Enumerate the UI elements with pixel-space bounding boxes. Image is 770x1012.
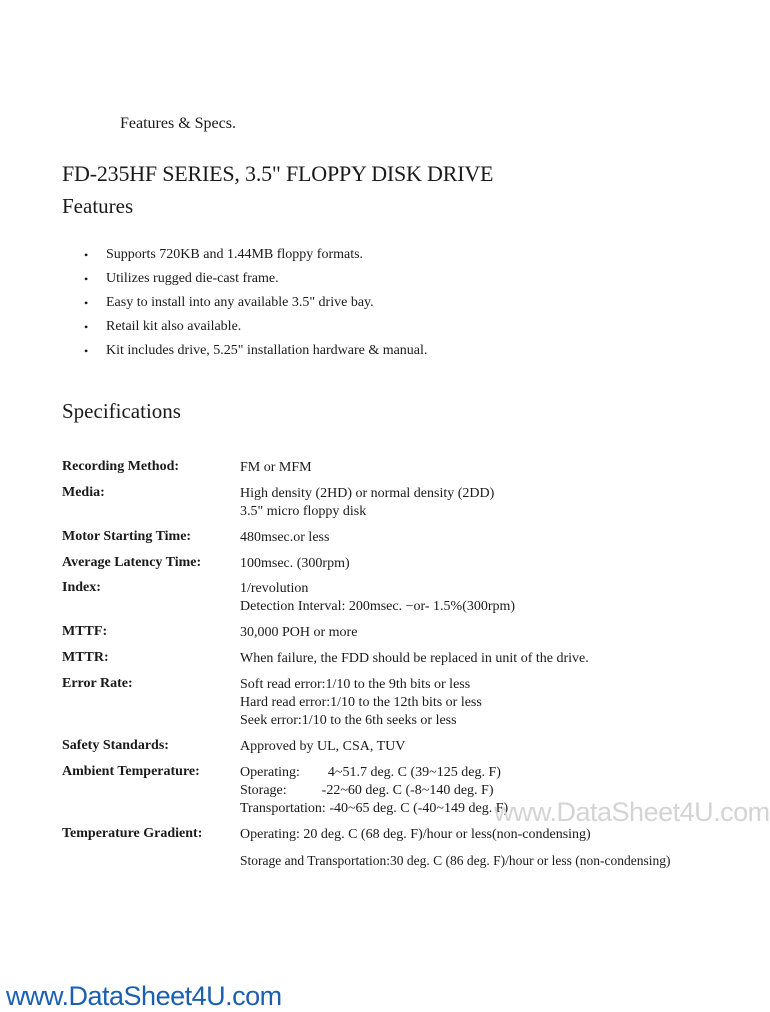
spec-label: Ambient Temperature: [62,764,200,779]
spec-value: FM or MFM [240,460,312,475]
spec-value: High density (2HD) or normal density (2DD) [240,486,495,501]
feature-text: Kit includes drive, 5.25" installation hardware & manual. [106,343,428,358]
spec-label: Media: [62,485,105,500]
spec-value: Transportation: -40~65 deg. C (-40~149 deg. F) [240,801,509,816]
spec-value: Soft read error:1/10 to the 9th bits or less [240,677,471,692]
spec-label: Error Rate: [62,676,133,691]
spec-value: When failure, the FDD should be replaced in unit of the drive. [240,651,589,666]
feature-text: Easy to install into any available 3.5" drive bay. [106,295,374,310]
feature-item [84,269,427,293]
watermark-inline: www.DataSheet4U.com [494,797,770,827]
spec-label: Temperature Gradient: [62,826,203,841]
spec-label: Average Latency Time: [62,555,202,570]
spec-value: Storage: -22~60 deg. C (-8~140 deg. F) [240,783,494,798]
spec-label: Recording Method: [62,459,180,474]
bullet-icon: • [84,248,89,262]
watermark-footer-link[interactable]: www.DataSheet4U.com [6,981,282,1011]
spec-value: 1/revolution [240,581,309,596]
spec-value: Detection Interval: 200msec. −or- 1.5%(300rpm) [240,599,516,614]
feature-text: Utilizes rugged die-cast frame. [106,271,279,286]
feature-text: Supports 720KB and 1.44MB floppy formats. [106,247,364,262]
document-title: FD-235HF SERIES, 3.5" FLOPPY DISK DRIVE [62,161,494,186]
spec-value: 3.5" micro floppy disk [240,504,367,519]
spec-value: Storage and Transportation:30 deg. C (86 deg. F)/hour or less (non-condensing) [240,853,671,868]
bullet-icon: • [84,344,89,358]
bullet-icon: • [84,296,89,310]
feature-item [84,341,427,365]
spec-value: 480msec.or less [240,530,330,545]
spec-value: 100msec. (300rpm) [240,556,350,571]
feature-item [84,317,427,341]
spec-value: 30,000 POH or more [240,625,358,640]
spec-label: Motor Starting Time: [62,529,192,544]
feature-item [84,245,427,269]
spec-label: Safety Standards: [62,738,169,753]
spec-value: Seek error:1/10 to the 6th seeks or less [240,713,457,728]
section-label: Features & Specs. [120,115,236,132]
spec-value: Operating: 4~51.7 deg. C (39~125 deg. F) [240,765,501,780]
features-heading: Features [62,194,134,218]
spec-label: Index: [62,580,101,595]
spec-label: MTTR: [62,650,109,665]
features-list [84,245,427,365]
spec-value: Hard read error:1/10 to the 12th bits or less [240,695,482,710]
feature-text: Retail kit also available. [106,319,242,334]
spec-label: MTTF: [62,624,108,639]
specifications-heading: Specifications [62,399,181,423]
bullet-icon: • [84,320,89,334]
feature-item [84,293,427,317]
spec-value: Operating: 20 deg. C (68 deg. F)/hour or less(non-condensing) [240,827,591,842]
bullet-icon: • [84,272,89,286]
spec-value: Approved by UL, CSA, TUV [240,739,406,754]
